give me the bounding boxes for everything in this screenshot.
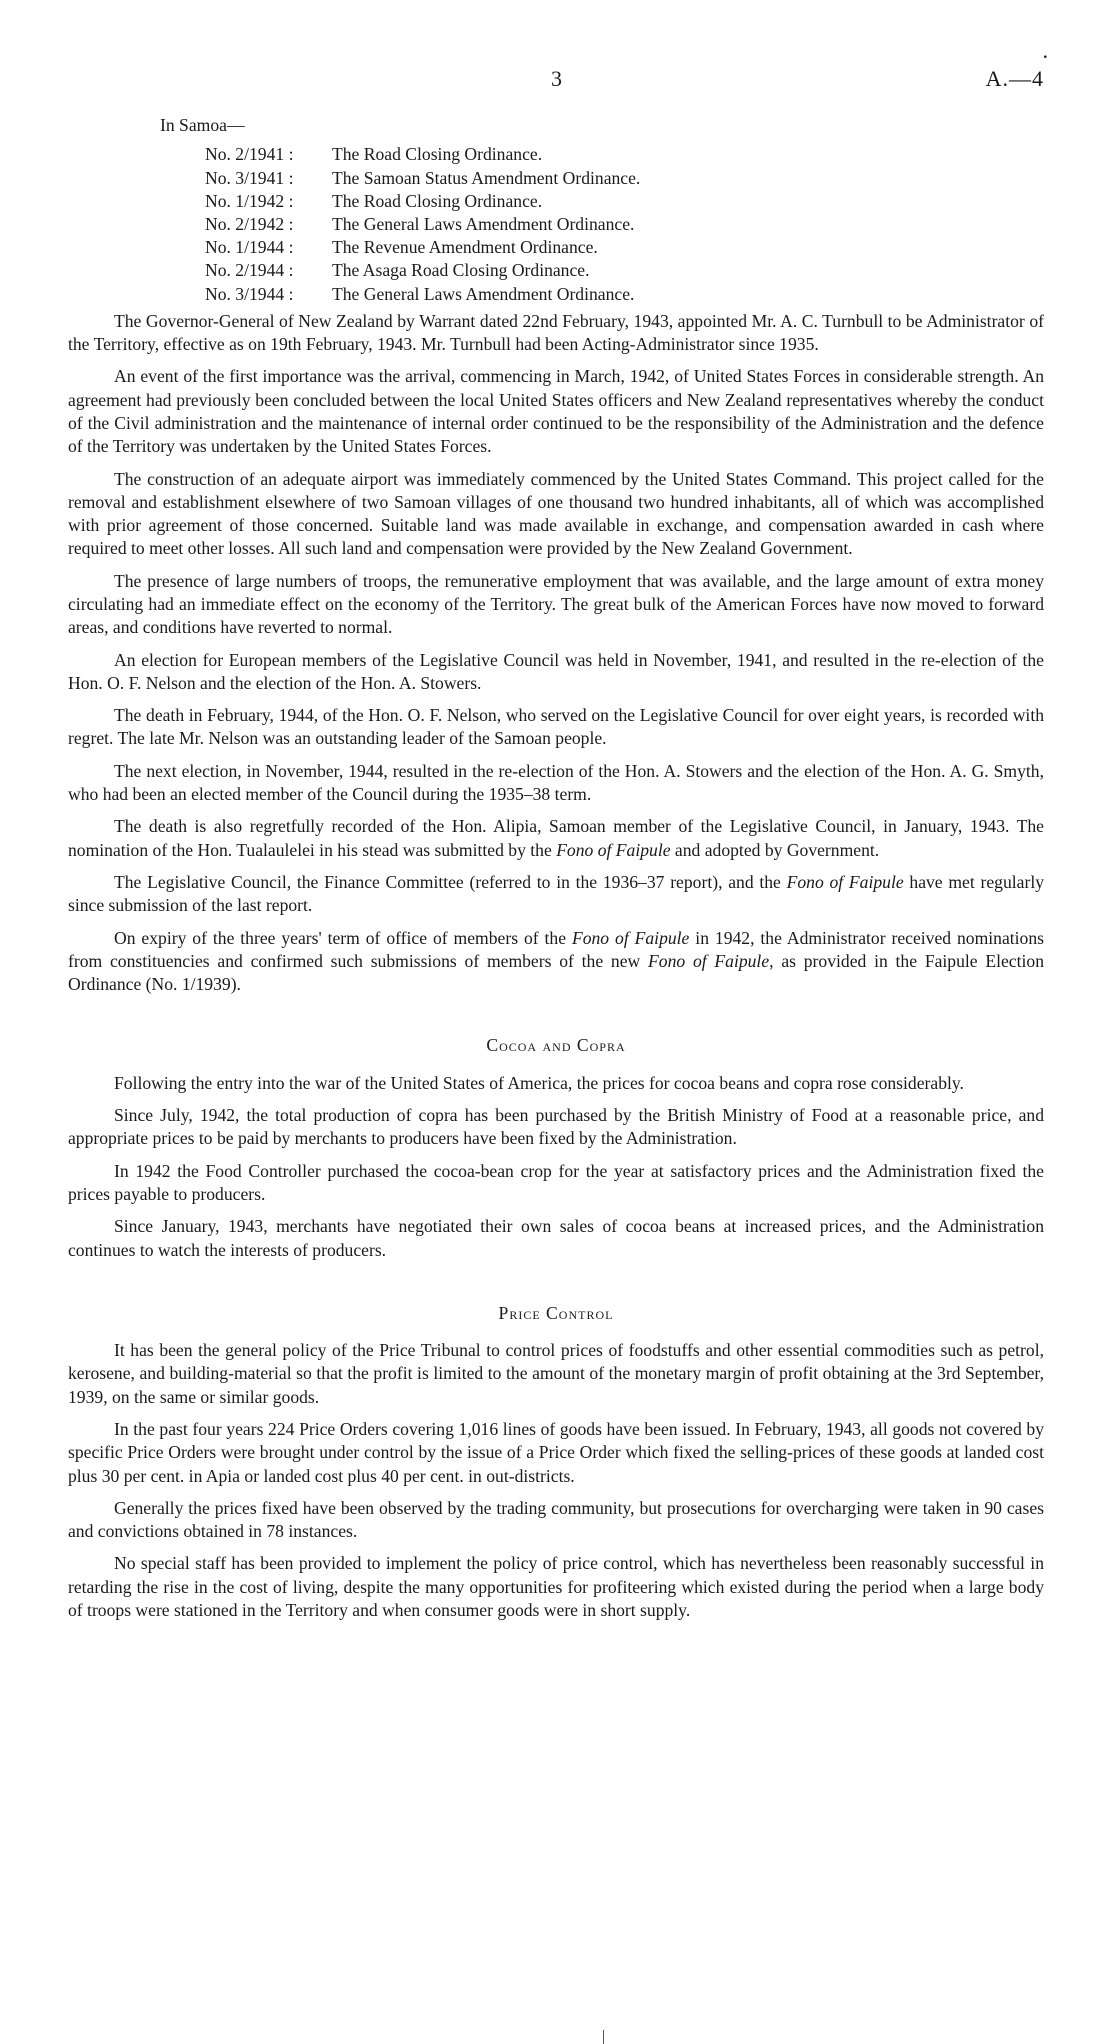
paragraph-election-1941: An election for European members of the Legislative Council was held in November, 1941, and resulted in the re-election of the Hon. O. F. Nelson and the election of the Hon. A. Stowers. — [68, 649, 1044, 693]
ordinance-item — [205, 283, 1044, 306]
text-run: On expiry of the three years' term of office of members of the — [114, 927, 572, 948]
paragraph-administrator: The Governor-General of New Zealand by Warrant dated 22nd February, 1943, appointed Mr. A. C. Turnbull to be Administrator of the Territory, effective as on 19th February, 1943. Mr. Turnbull had been Acting-Administrator since 1935. — [68, 310, 1044, 355]
ordinance-number: No. 2/1942 : — [205, 213, 294, 234]
paragraph-cocoa-1: Following the entry into the war of the United States of America, the prices for cocoa beans and copra rose considerably. — [114, 1072, 964, 1093]
ordinance-item — [205, 213, 1044, 236]
page-header — [0, 66, 1114, 96]
ordinance-item — [205, 167, 1044, 190]
footer-mark — [603, 2030, 604, 2044]
text-run: and adopted by Government. — [670, 839, 880, 860]
ordinance-title: The Asaga Road Closing Ordinance. — [332, 260, 590, 281]
paragraph-election-1944: The next election, in November, 1944, resulted in the re-election of the Hon. A. Stowers and the election of the Hon. A. G. Smyth, who had been an elected member of the Council during the 1935–38 term. — [68, 760, 1044, 805]
ordinance-number: No. 3/1944 : — [205, 283, 294, 304]
italic-term: Fono of Faipule — [786, 871, 904, 892]
text-run: The death is also regretfully recorded of the Hon. Alipia, Samoan member of the Legislative Council, in January, 1943. The nomination of the Hon. Tualaulelei in his stead was submitted by the — [68, 816, 1044, 860]
italic-term: Fono of Faipule — [556, 839, 671, 860]
ordinance-title: The Road Closing Ordinance. — [332, 144, 543, 165]
ordinance-item — [205, 190, 1044, 213]
ordinance-title: The General Laws Amendment Ordinance. — [332, 283, 635, 304]
paragraph-alipia — [68, 815, 1044, 862]
paragraph-cocoa-2: Since July, 1942, the total production of copra has been purchased by the British Ministry of Food at a reasonable price, and appropriate prices to be paid by merchants to producers have been fixed by the Administration. — [68, 1105, 1044, 1149]
text-run: in 1942, the Administrator received nominations from constituencies and confirmed such submissions of members of the new — [68, 927, 1044, 971]
ordinance-item — [205, 143, 1044, 166]
ordinance-title: The Samoan Status Amendment Ordinance. — [332, 167, 641, 188]
intro-label: In Samoa— — [160, 115, 245, 135]
page-body — [68, 114, 1044, 1631]
ordinance-title: The Road Closing Ordinance. — [332, 190, 543, 211]
page-number: 3 — [551, 66, 562, 91]
paragraph-cocoa-4: Since January, 1943, merchants have negotiated their own sales of cocoa beans at increased prices, and the Administration continues to watch the interests of producers. — [68, 1216, 1044, 1260]
ordinance-number: No. 2/1944 : — [205, 260, 294, 281]
paragraph-airport: The construction of an adequate airport was immediately commenced by the United States Command. This project called for the removal and establishment elsewhere of two Samoan villages of one thousand two hundred inhabitants, all of which was accomplished with prior agreement of those concerned. Suitable land was made available in exchange, and compensation awarded in cash where required to meet other losses. All such land and compensation were provided by the New Zealand Government. — [68, 468, 1044, 559]
paragraph-troops: The presence of large numbers of troops, the remunerative employment that was available, and the large amount of extra money circulating had an immediate effect on the economy of the Territory. The great bulk of the American Forces have now moved to forward areas, and conditions have reverted to normal. — [68, 570, 1044, 638]
text-run: The Legislative Council, the Finance Committee (referred to in the 1936–37 report), and the — [114, 871, 787, 892]
ordinance-number: No. 3/1941 : — [205, 167, 294, 188]
paragraph-us-forces: An event of the first importance was the arrival, commencing in March, 1942, of United States Forces in considerable strength. An agreement had previously been concluded between the local United States officers and New Zealand representatives whereby the conduct of the Civil administration and the maintenance of internal order continued to be the responsibility of the Administration and the defence of the Territory was undertaken by the United States Forces. — [68, 366, 1044, 457]
report-code: · A.—4 — [986, 66, 1044, 92]
section-heading-price-control: Price Control — [498, 1302, 614, 1323]
paragraph-price-4: No special staff has been provided to implement the policy of price control, which has nevertheless been reasonably successful in retarding the rise in the cost of living, despite the many opportunities for profiteering which existed during the period when a large body of troops were stationed in the Territory and when consumer goods were in short supply. — [68, 1553, 1044, 1621]
ordinance-item — [205, 259, 1044, 282]
paragraph-fono — [68, 927, 1044, 997]
italic-term: Fono of Faipule — [571, 927, 690, 948]
paragraph-price-2: In the past four years 224 Price Orders covering 1,016 lines of goods have been issued. In February, 1943, all goods not covered by specific Price Orders were brought under control by the issue of a Price Order which fixed the selling-prices of these goods at landed cost plus 30 per cent. in Apia or landed cost plus 40 per cent. in out-districts. — [68, 1419, 1044, 1486]
paragraph-price-1: It has been the general policy of the Price Tribunal to control prices of foodstuffs and other essential commodities such as petrol, kerosene, and building-material so that the profit is limited to the amount of the monetary margin of profit obtaining at the 3rd September, 1939, on the same or similar goods. — [68, 1340, 1044, 1407]
paragraph-nelson-death: The death in February, 1944, of the Hon. O. F. Nelson, who served on the Legislative Council for over eight years, is recorded with regret. The late Mr. Nelson was an outstanding leader of the Samoan people. — [68, 705, 1044, 749]
section-heading-cocoa-copra: Cocoa and Copra — [486, 1035, 626, 1056]
paragraph-council — [68, 871, 1044, 918]
ordinance-number: No. 1/1944 : — [205, 237, 294, 258]
ordinance-title: The Revenue Amendment Ordinance. — [332, 237, 598, 258]
paragraph-price-3: Generally the prices fixed have been observed by the trading community, but prosecutions for overcharging were taken in 90 cases and convictions obtained in 78 instances. — [68, 1497, 1044, 1542]
ordinance-number: No. 2/1941 : — [205, 144, 294, 165]
ordinance-title: The General Laws Amendment Ordinance. — [332, 213, 635, 234]
text-run: have met regularly since submission of the last report. — [68, 871, 1044, 916]
ordinance-number: No. 1/1942 : — [205, 190, 294, 211]
italic-term: Fono of Faipule, — [648, 950, 774, 971]
text-run: as provided in the Faipule Election Ordinance (No. 1/1939). — [68, 950, 1044, 995]
paragraph-cocoa-3: In 1942 the Food Controller purchased the cocoa-bean crop for the year at satisfactory prices and the Administration fixed the prices payable to producers. — [68, 1160, 1044, 1204]
ordinance-item — [205, 236, 1044, 259]
ordinance-list — [205, 143, 1044, 305]
